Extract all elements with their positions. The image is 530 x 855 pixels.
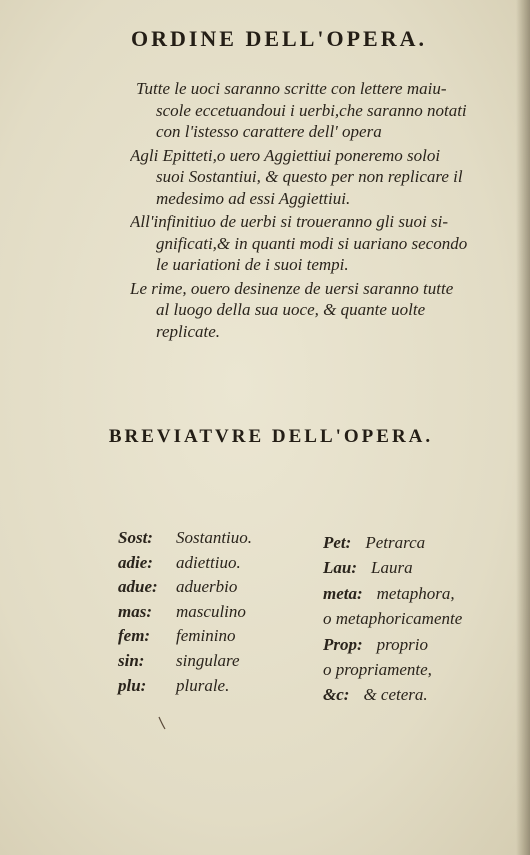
abbreviation-key: mas: <box>118 601 152 621</box>
abbreviation-key: fem: <box>118 626 151 646</box>
abbreviation-entry <box>323 581 523 606</box>
abbreviation-key: meta: <box>323 583 363 603</box>
abbreviation-meaning: o metaphoricamente <box>323 609 463 629</box>
abbreviation-entry <box>323 682 523 707</box>
abbreviation-continuation <box>323 657 523 682</box>
abbreviation-entry <box>323 632 523 657</box>
abbreviation-key: adue: <box>118 577 158 597</box>
rule-line: gnificati,& in quanti modi si uariano secondo <box>156 233 468 253</box>
abbreviation-meaning: masculino <box>176 601 246 621</box>
abbreviations-left-column <box>118 526 313 698</box>
abbreviation-key: adie: <box>118 552 153 572</box>
abbreviation-entry <box>118 624 313 649</box>
abbreviations-right-column <box>323 530 523 708</box>
abbreviation-key: Lau: <box>323 558 357 578</box>
abbreviation-meaning: feminino <box>176 626 236 646</box>
abbreviation-entry <box>323 530 523 555</box>
abbreviation-key: sin: <box>118 650 145 670</box>
abbreviation-meaning: Petrarca <box>365 533 426 552</box>
abbreviation-entry <box>118 649 313 674</box>
rule-line: Le rime, ouero desinenze de uersi saranno tutte <box>130 278 454 298</box>
abbreviation-entry <box>118 575 313 600</box>
rule-line: al luogo della sua uoce, & quante uolte <box>156 300 426 319</box>
abbreviation-meaning: singulare <box>176 650 240 670</box>
abbreviation-meaning: Sostantiuo. <box>176 528 253 547</box>
page-title: ORDINE DELL'OPERA. <box>130 26 428 51</box>
abbreviation-meaning: metaphora, <box>376 583 455 603</box>
rule-line: Agli Epitteti,o uero Aggiettiui poneremo soloi <box>130 145 441 165</box>
abbreviations-heading: BREVIATVRE DELL'OPERA. <box>108 426 434 447</box>
rule-line: le uariationi de i suoi tempi. <box>156 255 349 274</box>
abbreviation-key: Pet: <box>323 533 352 552</box>
abbreviation-key: plu: <box>118 675 147 695</box>
abbreviation-entry <box>118 674 313 699</box>
abbreviation-meaning: o propriamente, <box>323 659 432 679</box>
abbreviation-continuation <box>323 606 523 631</box>
abbreviation-meaning: Laura <box>371 558 413 578</box>
abbreviation-key: &c: <box>323 685 350 705</box>
abbreviation-meaning: plurale. <box>176 675 230 695</box>
rule-paragraph <box>130 145 530 210</box>
abbreviation-key: Sost: <box>118 528 153 547</box>
rule-line: replicate. <box>156 321 221 341</box>
rule-line: con l'istesso carattere dell' opera <box>156 122 382 141</box>
rule-line: medesimo ad essi Aggiettiui. <box>156 188 351 208</box>
ink-mark <box>158 716 166 730</box>
abbreviation-entry <box>118 551 313 576</box>
rule-paragraph <box>130 78 530 143</box>
rule-paragraph <box>130 211 530 276</box>
abbreviation-entry <box>118 526 313 551</box>
rule-line: suoi Sostantiui, & questo per non replicare il <box>156 167 463 186</box>
rule-line: scole eccetuandoui i uerbi,che saranno notati <box>156 100 467 120</box>
rule-line: All'infinitiuo de uerbi si troueranno gli suoi si- <box>130 212 448 231</box>
abbreviation-meaning: adiettiuo. <box>176 552 241 572</box>
abbreviation-entry <box>118 600 313 625</box>
abbreviation-meaning: & cetera. <box>363 685 428 705</box>
rules-section <box>130 78 530 344</box>
rule-line: Tutte le uoci saranno scritte con lettere maiu- <box>136 79 447 98</box>
abbreviation-key: Prop: <box>323 634 363 654</box>
rule-paragraph <box>130 278 530 343</box>
abbreviation-meaning: proprio <box>376 634 428 654</box>
abbreviation-meaning: aduerbio <box>176 577 238 597</box>
abbreviation-entry <box>323 555 523 580</box>
